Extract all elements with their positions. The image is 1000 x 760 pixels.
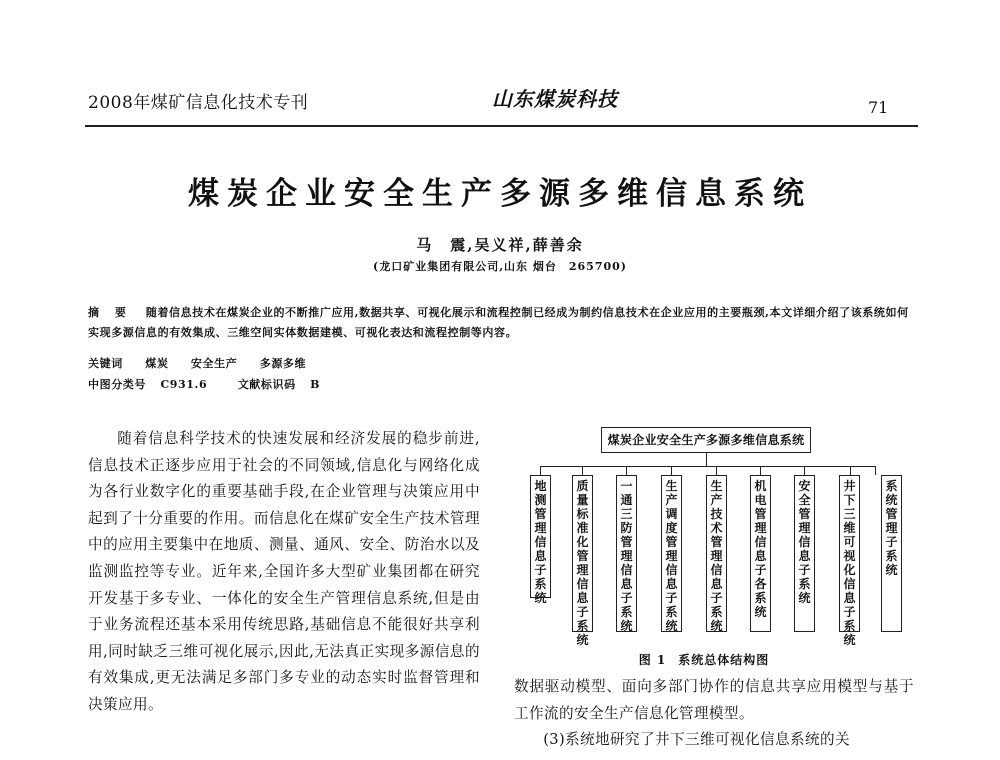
classification bbox=[88, 376, 330, 392]
diagram-connector bbox=[804, 466, 805, 475]
diagram-child-node: 生产调度管理信息子系统 bbox=[661, 475, 682, 632]
clc-value: C931.6 bbox=[160, 378, 208, 391]
keywords-label: 关键词 bbox=[88, 357, 123, 370]
body-left-column bbox=[88, 426, 480, 719]
diagram-connector bbox=[706, 453, 707, 466]
diagram-child-node: 一通三防管理信息子系统 bbox=[616, 475, 637, 632]
diagram-child-node: 地测管理信息子系统 bbox=[530, 475, 551, 598]
diagram-connector bbox=[582, 466, 583, 475]
page-number: 71 bbox=[868, 98, 889, 117]
diagram-connector bbox=[875, 466, 876, 475]
abstract bbox=[88, 303, 918, 343]
figure-number: 图 1 bbox=[638, 653, 667, 667]
item-3-paragraph: (3)系统地研究了井下三维可视化信息系统的关 bbox=[543, 731, 850, 749]
article-title: 煤炭企业安全生产多源多维信息系统 bbox=[188, 176, 812, 212]
diagram-connector bbox=[540, 466, 541, 475]
figure-caption bbox=[500, 651, 920, 668]
intro-paragraph: 随着信息科学技术的快速发展和经济发展的稳步前进,信息技术正逐步应用于社会的不同领域,信息化与网络化成为各行业数字化的重要基础手段,在企业管理与决策应用中起到了十分重要的作用。而信息化在煤矿安全生产技术管理中的应用主要集中在地质、测量、通风、安全、防治水以及监测监控等专业。近年来,全国许多大型矿业集团都在研究开发基于多专业、一体化的安全生产管理信息系统,但是由于业务流程还基本采用传统思路,基础信息不能很好共享利用,同时缺乏三维可视化展示,因此,无法真正实现多源信息的有效集成,更无法满足多部门多专业的动态实时监督管理和决策应用。 bbox=[88, 430, 480, 713]
keywords bbox=[88, 355, 324, 371]
header-rule bbox=[85, 125, 918, 127]
figure-caption-text: 系统总体结构图 bbox=[678, 653, 770, 667]
diagram-child-node: 井下三维可视化信息子系统 bbox=[839, 475, 860, 632]
diagram-connector bbox=[760, 466, 761, 475]
diagram-child-node: 生产技术管理信息子系统 bbox=[706, 475, 727, 632]
diagram-connector bbox=[850, 466, 851, 475]
abstract-text: 随着信息技术在煤炭企业的不断推广应用,数据共享、可视化展示和流程控制已经成为制约信息技术在企业应用的主要瓶颈,本文详细介绍了该系统如何实现多源信息的有效集成、三维空间实体数据建模、可视化表达和流程控制等内容。 bbox=[88, 306, 909, 339]
keyword: 煤炭 bbox=[145, 357, 169, 370]
keyword: 多源多维 bbox=[259, 357, 307, 370]
diagram-connector bbox=[626, 466, 627, 475]
diagram-connector bbox=[540, 466, 875, 467]
body-right-column bbox=[514, 674, 914, 754]
diagram-connector bbox=[716, 466, 717, 475]
diagram-child-node: 机电管理信息子各系统 bbox=[750, 475, 771, 632]
diagram-child-node: 安全管理信息子系统 bbox=[794, 475, 815, 632]
diagram-root-node: 煤炭企业安全生产多源多维信息系统 bbox=[601, 427, 811, 453]
clc-label: 中图分类号 bbox=[88, 378, 146, 391]
diagram-child-node: 质量标准化管理信息子系统 bbox=[572, 475, 593, 632]
abstract-label: 摘 要 bbox=[88, 306, 132, 319]
authors: 马 震,吴义祥,薛善余 bbox=[416, 236, 584, 254]
affiliation: (龙口矿业集团有限公司,山东 烟台 265700) bbox=[373, 260, 627, 273]
continued-paragraph: 数据驱动模型、面向多部门协作的信息共享应用模型与基于工作流的安全生产信息化管理模型。 bbox=[514, 678, 914, 722]
system-structure-diagram bbox=[520, 425, 900, 647]
doc-code-label: 文献标识码 bbox=[237, 378, 296, 391]
journal-name-logo: 山东煤炭科技 bbox=[492, 87, 618, 111]
journal-issue: 2008年煤矿信息化技术专刊 bbox=[88, 93, 309, 113]
diagram-connector bbox=[671, 466, 672, 475]
diagram-child-node: 系统管理子系统 bbox=[881, 475, 902, 632]
keyword: 安全生产 bbox=[190, 357, 238, 370]
doc-code-value: B bbox=[310, 378, 321, 391]
